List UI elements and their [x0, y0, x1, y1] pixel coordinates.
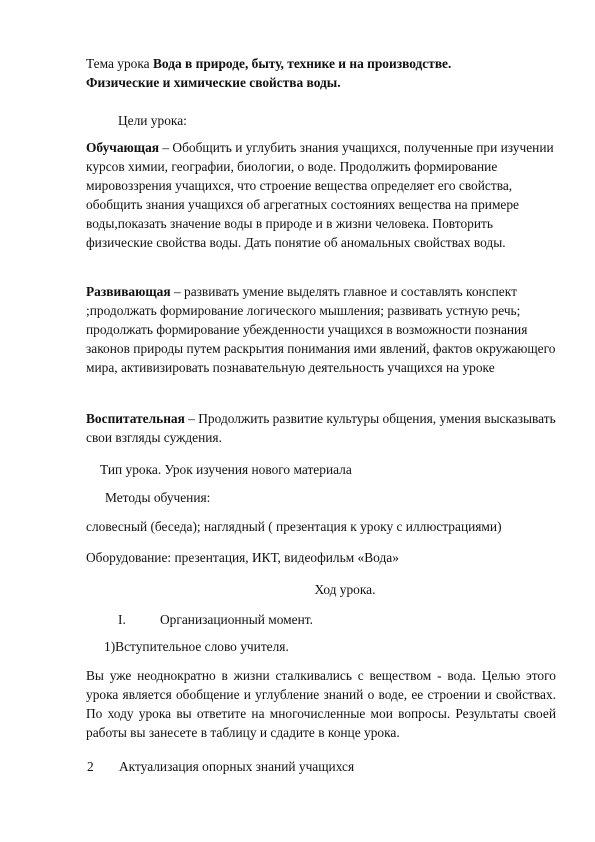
topic-label: Тема урока	[86, 56, 153, 71]
upbringing-label: Воспитательная	[86, 411, 185, 426]
upbringing-goal	[86, 409, 556, 447]
methods-heading: Методы обучения:	[105, 490, 211, 505]
step-2-number: 2	[87, 759, 94, 774]
educational-goal	[86, 138, 556, 252]
methods-text: словесный (беседа); наглядный ( презентация к уроку с иллюстрациями)	[86, 519, 502, 534]
intro-heading: 1)Вступительное слово учителя.	[104, 639, 289, 654]
step-2-text: Актуализация опорных знаний учащихся	[119, 759, 355, 774]
lesson-topic	[86, 54, 556, 92]
upbringing-text: – Продолжить развитие культуры общения, умения высказывать свои взгляды суждения.	[86, 411, 556, 445]
educational-label: Обучающая	[86, 140, 160, 155]
intro-paragraph: Вы уже неоднократно в жизни сталкивались с веществом - вода. Целью этого урока является обобщение и углубление знаний о воде, ее строении и свойствах. По ходу урока вы ответите на многочисленные мои вопросы. Результаты своей работы вы занесете в таблицу и сдадите в конце урока.	[86, 668, 556, 740]
topic-title-line1: Вода в природе, быту, технике и на производстве.	[152, 56, 452, 71]
topic-title-line2: Физические и химические свойства воды.	[86, 75, 341, 90]
developing-goal	[86, 282, 556, 377]
step-1-text: Организационный момент.	[160, 612, 313, 627]
equipment-text: Оборудование: презентация, ИКТ, видеофильм «Вода»	[86, 550, 399, 565]
lesson-type: Тип урока. Урок изучения нового материала	[100, 462, 352, 477]
lesson-course-heading: Ход урока.	[314, 582, 376, 597]
developing-text: – развивать умение выделять главное и составлять конспект ;продолжать формирование логического мышления; развивать устную речь; продолжать формирование убежденности учащихся в возможности познания законов природы путем раскрытия понимания ими явлений, фактов окружающего мира, активизировать познавательную деятельность учащихся на уроке	[86, 284, 556, 375]
step-1	[118, 610, 588, 629]
goals-heading: Цели урока:	[118, 113, 187, 128]
educational-text: – Обобщить и углубить знания учащихся, полученные при изучении курсов химии, географии, биологии, о воде. Продолжить формирование мировоззрения учащихся, что строение вещества определяет его свойства, обобщить знания учащихся об агрегатных состояниях вещества на примере воды,показать значение воды в природе и в жизни человека. Повторить физические свойства воды. Дать понятие об аномальных свойствах воды.	[86, 140, 554, 250]
developing-label: Развивающая	[86, 284, 171, 299]
step-2	[87, 757, 557, 776]
step-1-number: I.	[118, 612, 126, 627]
